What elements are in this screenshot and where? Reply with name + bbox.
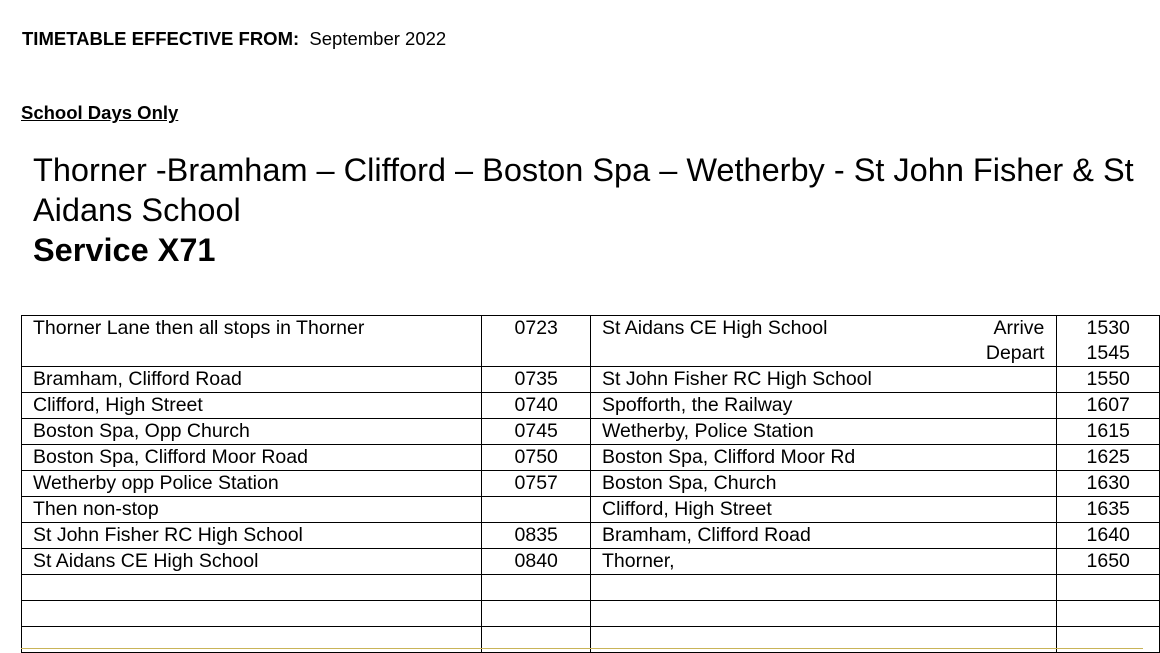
afternoon-stop-label: Spofforth, the Railway [601, 394, 793, 416]
morning-stop-cell: Boston Spa, Clifford Moor Road [22, 445, 482, 471]
afternoon-stop-cell [590, 445, 1056, 471]
morning-time-cell: 0723 [482, 316, 591, 342]
afternoon-time-cell: 1530 [1057, 316, 1160, 342]
afternoon-stop-label: Thorner, [601, 550, 675, 572]
morning-stop-cell [22, 601, 482, 627]
table-row [22, 523, 1160, 549]
effective-date-line [22, 28, 446, 50]
afternoon-stop-cell [590, 341, 1056, 367]
afternoon-stop-cell [590, 393, 1056, 419]
morning-time-cell: 0735 [482, 367, 591, 393]
afternoon-stop-label: Clifford, High Street [601, 498, 772, 520]
morning-stop-cell: Bramham, Clifford Road [22, 367, 482, 393]
morning-time-cell [482, 575, 591, 601]
table-row [22, 549, 1160, 575]
morning-stop-cell: St Aidans CE High School [22, 549, 482, 575]
afternoon-stop-cell [590, 549, 1056, 575]
afternoon-time-cell: 1545 [1057, 341, 1160, 367]
morning-stop-cell: St John Fisher RC High School [22, 523, 482, 549]
effective-label: TIMETABLE EFFECTIVE FROM: [22, 28, 300, 49]
arrive-depart-note: Arrive [993, 317, 1045, 339]
afternoon-stop-cell [590, 601, 1056, 627]
afternoon-time-cell: 1650 [1057, 549, 1160, 575]
school-days-heading: School Days Only [21, 102, 179, 123]
service-number: Service X71 [33, 232, 216, 268]
table-row [22, 445, 1160, 471]
afternoon-stop-cell [590, 575, 1056, 601]
table-row [22, 419, 1160, 445]
table-row [22, 575, 1160, 601]
afternoon-stop-cell [590, 316, 1056, 342]
table-row [22, 316, 1160, 342]
morning-time-cell: 0745 [482, 419, 591, 445]
afternoon-stop-label: Boston Spa, Church [601, 472, 777, 494]
afternoon-stop-label: St Aidans CE High School [601, 317, 828, 339]
morning-time-cell [482, 341, 591, 367]
afternoon-stop-cell [590, 419, 1056, 445]
morning-stop-cell: Clifford, High Street [22, 393, 482, 419]
morning-stop-cell: Thorner Lane then all stops in Thorner [22, 316, 482, 342]
afternoon-time-cell [1057, 575, 1160, 601]
morning-stop-cell: Then non-stop [22, 497, 482, 523]
morning-time-cell: 0750 [482, 445, 591, 471]
morning-time-cell [482, 601, 591, 627]
afternoon-time-cell [1057, 601, 1160, 627]
afternoon-time-cell: 1625 [1057, 445, 1160, 471]
afternoon-stop-cell [590, 523, 1056, 549]
table-row [22, 341, 1160, 367]
afternoon-time-cell: 1635 [1057, 497, 1160, 523]
afternoon-stop-label: St John Fisher RC High School [601, 368, 872, 390]
table-row [22, 497, 1160, 523]
page-edge-divider [21, 648, 1143, 649]
timetable [21, 315, 1160, 653]
table-row [22, 471, 1160, 497]
afternoon-stop-label: Bramham, Clifford Road [601, 524, 811, 546]
afternoon-stop-label: Wetherby, Police Station [601, 420, 814, 442]
afternoon-time-cell: 1607 [1057, 393, 1160, 419]
afternoon-time-cell: 1615 [1057, 419, 1160, 445]
morning-stop-cell: Wetherby opp Police Station [22, 471, 482, 497]
table-row [22, 601, 1160, 627]
arrive-depart-note: Depart [985, 342, 1045, 364]
morning-stop-cell [22, 575, 482, 601]
morning-time-cell: 0757 [482, 471, 591, 497]
effective-value: September 2022 [309, 28, 447, 49]
afternoon-time-cell: 1550 [1057, 367, 1160, 393]
route-title: Thorner -Bramham – Clifford – Boston Spa – Wetherby - St John Fisher & St Aidans School [33, 152, 1134, 228]
morning-time-cell: 0740 [482, 393, 591, 419]
table-row [22, 367, 1160, 393]
morning-time-cell [482, 497, 591, 523]
morning-stop-cell [22, 341, 482, 367]
afternoon-stop-label: Boston Spa, Clifford Moor Rd [601, 446, 856, 468]
afternoon-stop-cell [590, 367, 1056, 393]
morning-stop-cell: Boston Spa, Opp Church [22, 419, 482, 445]
morning-time-cell: 0840 [482, 549, 591, 575]
afternoon-time-cell: 1640 [1057, 523, 1160, 549]
afternoon-stop-cell [590, 497, 1056, 523]
afternoon-time-cell: 1630 [1057, 471, 1160, 497]
afternoon-stop-cell [590, 471, 1056, 497]
morning-time-cell: 0835 [482, 523, 591, 549]
table-row [22, 393, 1160, 419]
